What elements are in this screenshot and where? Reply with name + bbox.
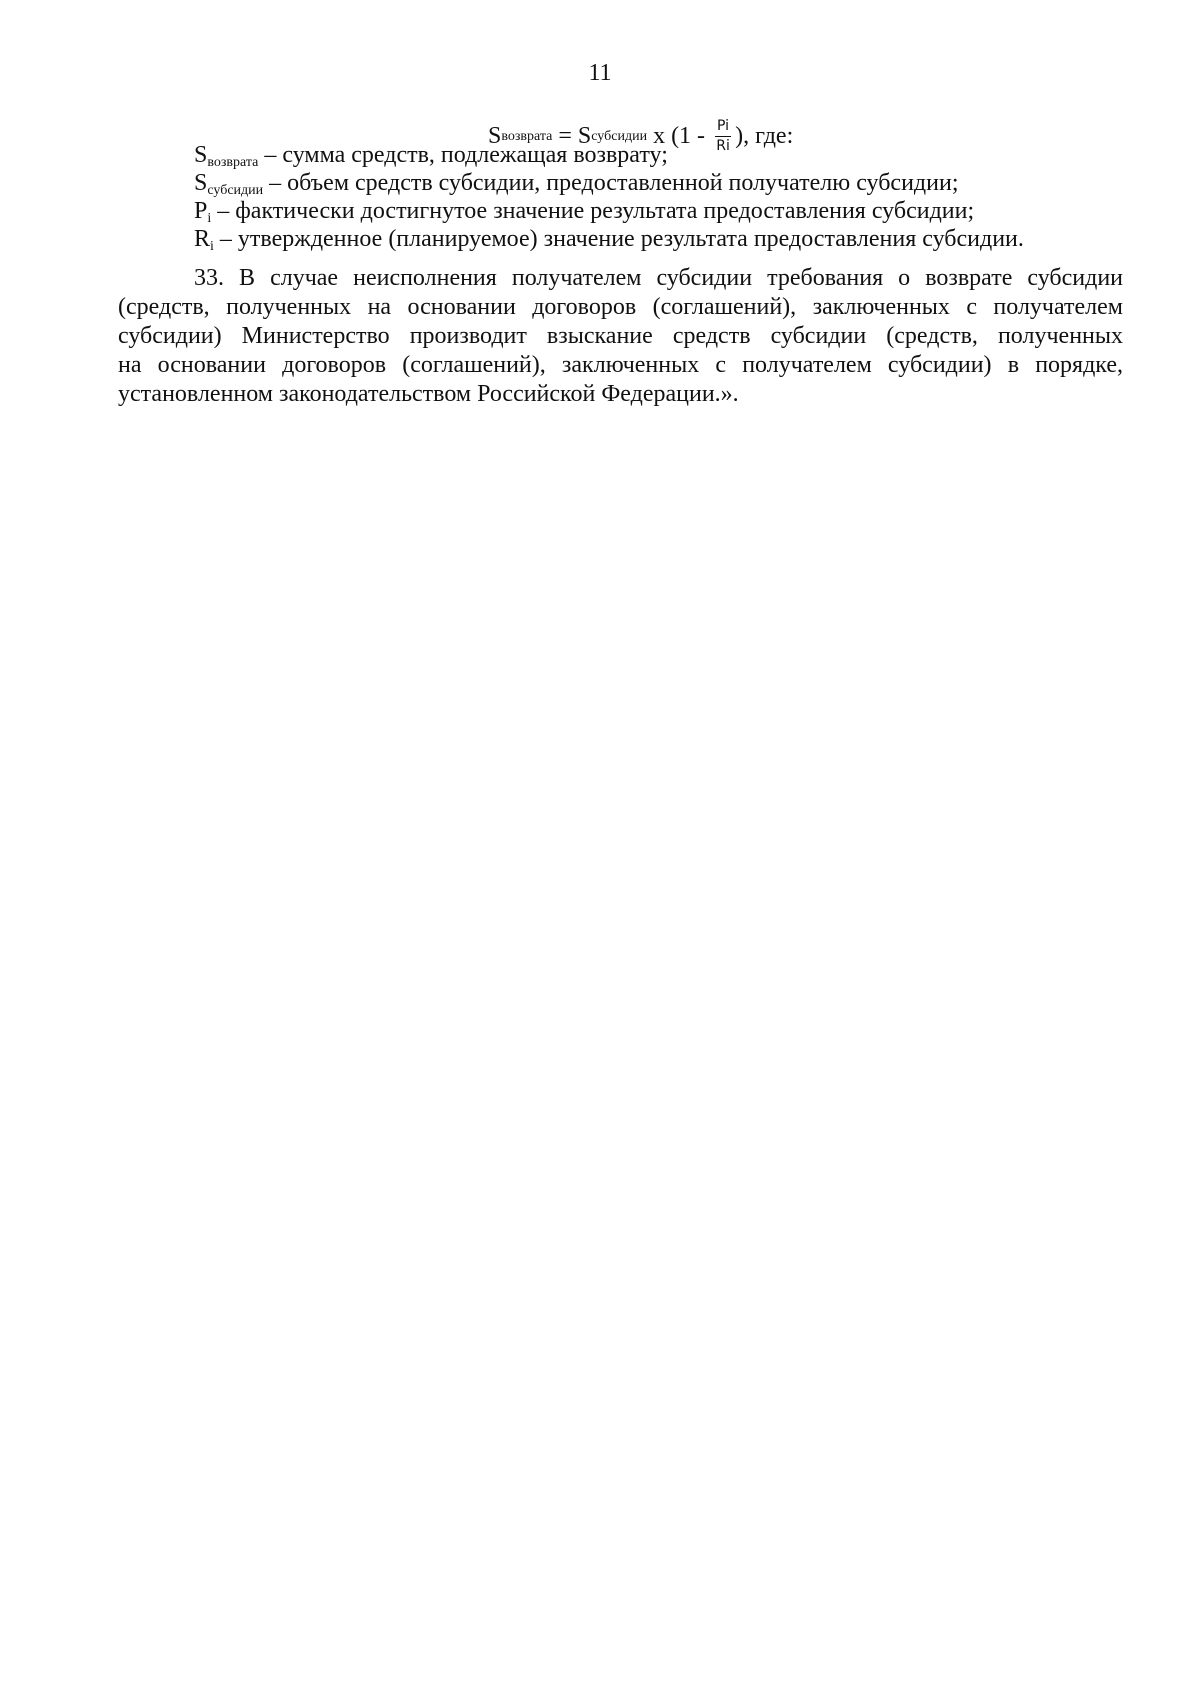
- paragraph-line: установленном законодательством Российской Федерации.».: [118, 381, 739, 407]
- formula-times: x (1 -: [647, 123, 712, 149]
- definition-subscript: субсидии: [207, 183, 264, 198]
- definition-symbol: S: [194, 142, 208, 168]
- formula-denominator: Ri: [716, 138, 730, 154]
- definition-p-actual: [194, 198, 974, 227]
- definition-subscript: i: [207, 211, 212, 226]
- definition-s-refund: [194, 142, 668, 171]
- paragraph-line: (средств, полученных на основании договоров (соглашений), заключенных с получателем: [118, 294, 1123, 320]
- definition-symbol: R: [194, 226, 211, 252]
- definition-text: – утвержденное (планируемое) значение результата предоставления субсидии.: [213, 226, 1024, 252]
- definition-text: – фактически достигнутое значение результата предоставления субсидии;: [211, 198, 975, 224]
- formula-lhs-subscript: возврата: [501, 128, 553, 144]
- formula-fraction: [715, 118, 731, 155]
- definition-subscript: i: [210, 239, 214, 254]
- definition-r-planned: [194, 226, 1024, 255]
- page-number: 11: [588, 60, 612, 86]
- paragraph-line: 33. В случае неисполнения получателем субсидии требования о возврате субсидии: [194, 265, 1123, 291]
- paragraph-33: [118, 264, 1123, 409]
- formula-numerator: Pi: [715, 118, 731, 137]
- formula-subsidy-symbol: S: [577, 123, 592, 149]
- formula-tail: ), где:: [735, 123, 794, 149]
- paragraph-line: субсидии) Министерство производит взыскание средств субсидии (средств, полученных: [118, 323, 1123, 349]
- formula-lhs: S: [488, 123, 502, 149]
- paragraph-line: на основании договоров (соглашений), заключенных с получателем субсидии) в порядке,: [118, 352, 1123, 378]
- definition-symbol: P: [194, 198, 208, 224]
- definition-symbol: S: [194, 170, 208, 196]
- definition-s-subsidy: [194, 170, 959, 199]
- definition-text: – объем средств субсидии, предоставленной получателю субсидии;: [263, 170, 959, 196]
- formula-equals: =: [552, 123, 578, 149]
- formula-subsidy-subscript: субсидии: [591, 128, 648, 144]
- definition-text: – сумма средств, подлежащая возврату;: [258, 142, 668, 168]
- definition-subscript: возврата: [207, 155, 259, 170]
